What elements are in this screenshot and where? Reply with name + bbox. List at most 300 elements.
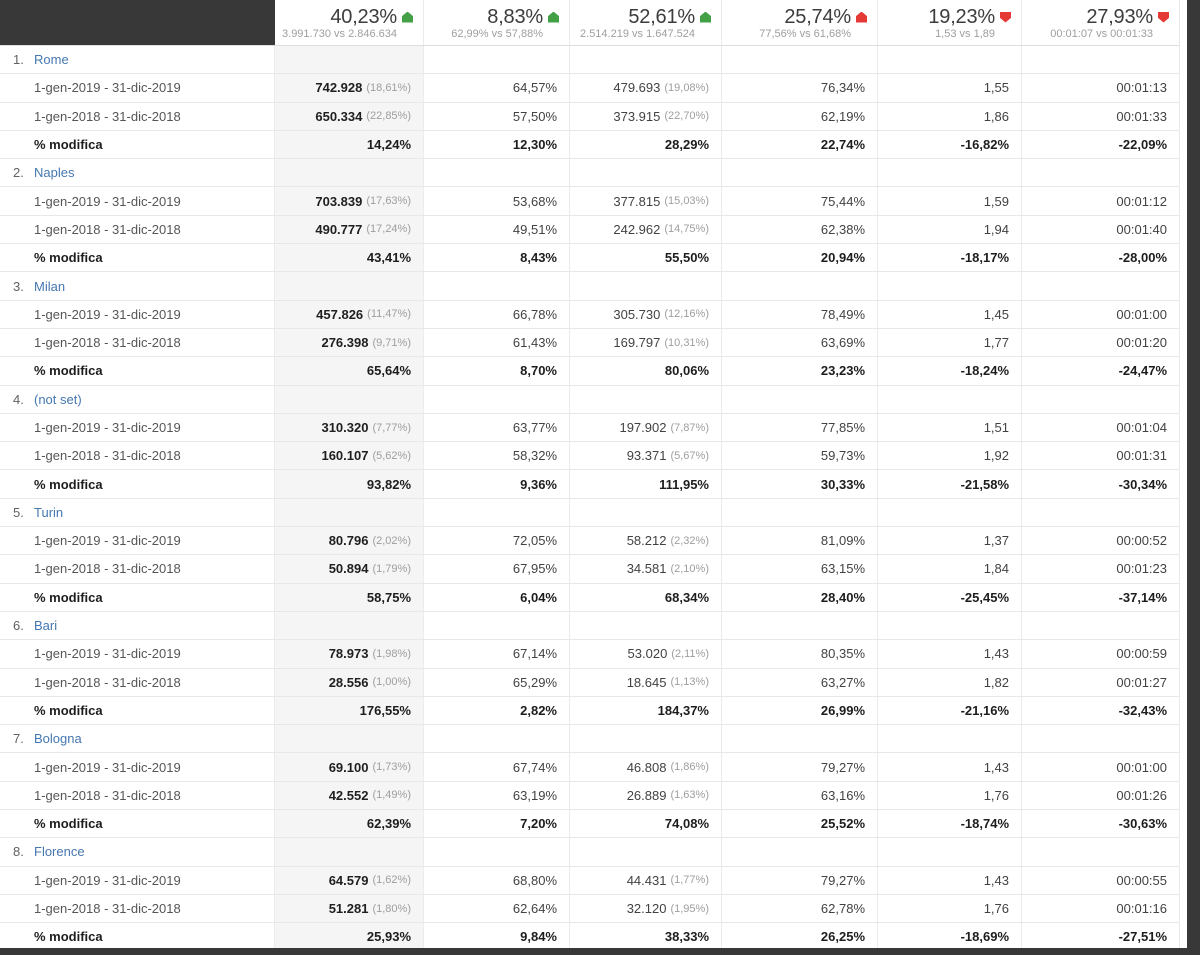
date-range-label: 1-gen-2018 - 31-dic-2018 [0, 216, 275, 243]
sessions-value: 703.839 [315, 193, 363, 209]
city-row [0, 386, 1180, 414]
city-link[interactable]: Bari [34, 618, 58, 634]
new-users-value: 58.212 [626, 533, 667, 549]
dimension-header-redacted-cell [0, 0, 275, 45]
summary-comparison: 3.991.730 vs 2.846.634 [282, 28, 397, 40]
pages-per-session-cell: 1,76 [878, 895, 1022, 922]
city-cell [0, 612, 275, 639]
summary-percent: 52,61% [628, 6, 695, 28]
previous-period-row [0, 103, 1180, 131]
sessions-value: 28.556 [328, 674, 369, 690]
sessions-value: 490.777 [315, 221, 363, 237]
empty-cell [1022, 46, 1180, 73]
city-row [0, 612, 1180, 640]
pages-per-session-change-cell: -18,69% [878, 923, 1022, 950]
summary-percent-line [722, 6, 867, 28]
pages-per-session-cell: 1,76 [878, 782, 1022, 809]
sessions-cell [275, 301, 424, 328]
city-group [0, 46, 1200, 159]
avg-duration-change-cell: -30,34% [1022, 470, 1180, 497]
current-period-row [0, 753, 1180, 781]
city-link[interactable]: Milan [34, 278, 66, 294]
avg-duration-cell: 00:01:40 [1022, 216, 1180, 243]
sessions-share: (1,00%) [372, 676, 411, 689]
new-users-value: 34.581 [626, 561, 667, 577]
summary-row [0, 0, 1180, 46]
previous-period-row [0, 216, 1180, 244]
bounce-rate-cell: 75,44% [722, 187, 878, 214]
right-edge-bar [1187, 0, 1200, 955]
new-users-share: (19,08%) [664, 81, 709, 94]
previous-period-row [0, 895, 1180, 923]
sessions-change-cell: 62,39% [275, 810, 424, 837]
city-group [0, 272, 1200, 385]
sessions-cell [275, 414, 424, 441]
sessions-share: (11,47%) [367, 308, 411, 321]
row-index: 1. [13, 52, 24, 68]
new-sessions-pct-change-cell: 12,30% [424, 131, 570, 158]
avg-duration-cell: 00:01:13 [1022, 74, 1180, 101]
sessions-cell [275, 187, 424, 214]
empty-cell [275, 46, 424, 73]
avg-duration-cell: 00:01:00 [1022, 753, 1180, 780]
new-users-cell [570, 442, 722, 469]
sessions-share: (7,77%) [372, 421, 411, 434]
new-sessions-pct-cell: 67,95% [424, 555, 570, 582]
sessions-cell [275, 867, 424, 894]
date-range-label: 1-gen-2018 - 31-dic-2018 [0, 329, 275, 356]
city-group [0, 725, 1200, 838]
sessions-cell [275, 669, 424, 696]
new-users-share: (2,11%) [671, 647, 709, 660]
pages-per-session-cell: 1,43 [878, 753, 1022, 780]
avg-duration-change-cell: -27,51% [1022, 923, 1180, 950]
new-users-change-cell: 74,08% [570, 810, 722, 837]
bounce-rate-cell: 59,73% [722, 442, 878, 469]
empty-cell [722, 499, 878, 526]
new-users-cell [570, 669, 722, 696]
sessions-change-cell: 14,24% [275, 131, 424, 158]
new-users-share: (2,10%) [670, 562, 709, 575]
sessions-cell [275, 555, 424, 582]
previous-period-row [0, 782, 1180, 810]
city-group [0, 499, 1200, 612]
new-sessions-pct-cell: 67,74% [424, 753, 570, 780]
sessions-cell [275, 753, 424, 780]
pages-per-session-cell: 1,45 [878, 301, 1022, 328]
row-index: 7. [13, 731, 24, 747]
new-users-change-cell: 55,50% [570, 244, 722, 271]
bounce-rate-change-cell: 28,40% [722, 584, 878, 611]
city-cell [0, 46, 275, 73]
empty-cell [424, 612, 570, 639]
trend-arrow-icon [548, 12, 559, 23]
empty-cell [1022, 272, 1180, 299]
city-link[interactable]: Naples [34, 165, 75, 181]
date-range-label: 1-gen-2019 - 31-dic-2019 [0, 301, 275, 328]
new-sessions-pct-cell: 63,77% [424, 414, 570, 441]
summary-metric-cell [275, 0, 424, 45]
pages-per-session-cell: 1,94 [878, 216, 1022, 243]
avg-duration-cell: 00:01:04 [1022, 414, 1180, 441]
sessions-share: (18,61%) [366, 81, 411, 94]
new-sessions-pct-change-cell: 6,04% [424, 584, 570, 611]
sessions-value: 78.973 [328, 646, 369, 662]
percent-change-row [0, 697, 1180, 725]
new-sessions-pct-change-cell: 9,84% [424, 923, 570, 950]
empty-cell [275, 386, 424, 413]
trend-arrow-icon [1158, 12, 1169, 23]
empty-cell [424, 725, 570, 752]
empty-cell [570, 612, 722, 639]
empty-cell [722, 838, 878, 865]
change-label: % modifica [0, 357, 275, 384]
new-users-cell [570, 103, 722, 130]
sessions-change-cell: 25,93% [275, 923, 424, 950]
city-cell [0, 386, 275, 413]
bounce-rate-change-cell: 20,94% [722, 244, 878, 271]
new-sessions-pct-cell: 61,43% [424, 329, 570, 356]
summary-comparison: 1,53 vs 1,89 [935, 28, 995, 40]
new-users-share: (14,75%) [664, 223, 709, 236]
sessions-share: (9,71%) [372, 336, 411, 349]
avg-duration-change-cell: -30,63% [1022, 810, 1180, 837]
avg-duration-cell: 00:01:33 [1022, 103, 1180, 130]
sessions-value: 42.552 [328, 787, 369, 803]
sessions-cell [275, 782, 424, 809]
date-range-label: 1-gen-2019 - 31-dic-2019 [0, 753, 275, 780]
bounce-rate-cell: 77,85% [722, 414, 878, 441]
sessions-value: 160.107 [321, 448, 369, 464]
bounce-rate-cell: 63,15% [722, 555, 878, 582]
row-index: 8. [13, 844, 24, 860]
current-period-row [0, 867, 1180, 895]
city-row [0, 159, 1180, 187]
bounce-rate-change-cell: 22,74% [722, 131, 878, 158]
trend-arrow-icon [402, 12, 413, 23]
trend-arrow-icon [856, 12, 867, 23]
previous-period-row [0, 669, 1180, 697]
bounce-rate-cell: 80,35% [722, 640, 878, 667]
summary-percent: 19,23% [928, 6, 995, 28]
new-users-share: (22,70%) [664, 110, 709, 123]
new-users-value: 197.902 [619, 420, 667, 435]
empty-cell [878, 159, 1022, 186]
pages-per-session-cell: 1,86 [878, 103, 1022, 130]
date-range-label: 1-gen-2019 - 31-dic-2019 [0, 527, 275, 554]
empty-cell [722, 612, 878, 639]
new-users-cell [570, 753, 722, 780]
empty-cell [275, 725, 424, 752]
bounce-rate-change-cell: 23,23% [722, 357, 878, 384]
empty-cell [275, 838, 424, 865]
bounce-rate-change-cell: 26,99% [722, 697, 878, 724]
bottom-edge-bar [0, 948, 1200, 955]
table-body [0, 46, 1200, 952]
new-users-share: (12,16%) [664, 308, 709, 321]
date-range-label: 1-gen-2019 - 31-dic-2019 [0, 640, 275, 667]
summary-percent-line [275, 6, 413, 28]
new-users-value: 479.693 [613, 80, 661, 96]
empty-cell [1022, 499, 1180, 526]
percent-change-row [0, 470, 1180, 498]
sessions-change-cell: 176,55% [275, 697, 424, 724]
current-period-row [0, 301, 1180, 329]
city-cell [0, 272, 275, 299]
new-users-cell [570, 329, 722, 356]
new-sessions-pct-cell: 49,51% [424, 216, 570, 243]
bounce-rate-cell: 78,49% [722, 301, 878, 328]
avg-duration-cell: 00:01:27 [1022, 669, 1180, 696]
empty-cell [570, 272, 722, 299]
avg-duration-cell: 00:00:59 [1022, 640, 1180, 667]
city-link[interactable]: (not set) [34, 391, 82, 407]
change-label: % modifica [0, 470, 275, 497]
empty-cell [1022, 386, 1180, 413]
sessions-change-cell: 58,75% [275, 584, 424, 611]
new-users-cell [570, 216, 722, 243]
empty-cell [722, 725, 878, 752]
empty-cell [424, 272, 570, 299]
bounce-rate-cell: 62,19% [722, 103, 878, 130]
summary-percent: 8,83% [487, 6, 543, 28]
date-range-label: 1-gen-2018 - 31-dic-2018 [0, 103, 275, 130]
current-period-row [0, 527, 1180, 555]
previous-period-row [0, 442, 1180, 470]
city-row [0, 499, 1180, 527]
new-users-change-cell: 80,06% [570, 357, 722, 384]
empty-cell [275, 159, 424, 186]
change-label: % modifica [0, 810, 275, 837]
empty-cell [878, 612, 1022, 639]
date-range-label: 1-gen-2019 - 31-dic-2019 [0, 187, 275, 214]
row-index: 4. [13, 391, 24, 407]
new-sessions-pct-cell: 64,57% [424, 74, 570, 101]
empty-cell [424, 838, 570, 865]
city-link[interactable]: Florence [34, 844, 85, 860]
city-row [0, 46, 1180, 74]
new-users-share: (1,63%) [670, 789, 709, 802]
current-period-row [0, 74, 1180, 102]
empty-cell [570, 725, 722, 752]
empty-cell [1022, 159, 1180, 186]
sessions-value: 457.826 [316, 306, 364, 322]
new-users-cell [570, 555, 722, 582]
bounce-rate-change-cell: 25,52% [722, 810, 878, 837]
trend-arrow-icon [700, 12, 711, 23]
pages-per-session-change-cell: -18,74% [878, 810, 1022, 837]
new-users-cell [570, 527, 722, 554]
sessions-cell [275, 640, 424, 667]
pages-per-session-cell: 1,37 [878, 527, 1022, 554]
new-users-share: (1,86%) [670, 761, 709, 774]
city-cell [0, 725, 275, 752]
bounce-rate-cell: 63,27% [722, 669, 878, 696]
sessions-share: (2,02%) [372, 534, 411, 547]
empty-cell [275, 612, 424, 639]
date-range-label: 1-gen-2018 - 31-dic-2018 [0, 555, 275, 582]
empty-cell [1022, 725, 1180, 752]
avg-duration-cell: 00:01:20 [1022, 329, 1180, 356]
empty-cell [878, 386, 1022, 413]
date-range-label: 1-gen-2019 - 31-dic-2019 [0, 414, 275, 441]
avg-duration-change-cell: -37,14% [1022, 584, 1180, 611]
sessions-value: 69.100 [328, 759, 369, 775]
sessions-value: 310.320 [321, 420, 369, 435]
empty-cell [570, 838, 722, 865]
city-link[interactable]: Turin [34, 504, 64, 520]
change-label: % modifica [0, 923, 275, 950]
new-users-cell [570, 640, 722, 667]
pages-per-session-change-cell: -21,16% [878, 697, 1022, 724]
city-cell [0, 838, 275, 865]
pages-per-session-cell: 1,43 [878, 640, 1022, 667]
percent-change-row [0, 131, 1180, 159]
date-range-label: 1-gen-2018 - 31-dic-2018 [0, 669, 275, 696]
empty-cell [570, 46, 722, 73]
current-period-row [0, 414, 1180, 442]
new-sessions-pct-change-cell: 8,70% [424, 357, 570, 384]
sessions-share: (17,63%) [366, 195, 411, 208]
date-range-label: 1-gen-2019 - 31-dic-2019 [0, 74, 275, 101]
summary-percent: 27,93% [1086, 6, 1153, 28]
summary-comparison: 00:01:07 vs 00:01:33 [1050, 28, 1153, 40]
new-sessions-pct-change-cell: 2,82% [424, 697, 570, 724]
bounce-rate-cell: 81,09% [722, 527, 878, 554]
new-users-cell [570, 74, 722, 101]
pages-per-session-cell: 1,43 [878, 867, 1022, 894]
city-row [0, 272, 1180, 300]
current-period-row [0, 640, 1180, 668]
bounce-rate-cell: 79,27% [722, 753, 878, 780]
new-sessions-pct-cell: 57,50% [424, 103, 570, 130]
empty-cell [570, 386, 722, 413]
pages-per-session-cell: 1,84 [878, 555, 1022, 582]
new-sessions-pct-cell: 63,19% [424, 782, 570, 809]
sessions-share: (1,98%) [372, 647, 411, 660]
empty-cell [570, 499, 722, 526]
summary-comparison: 77,56% vs 61,68% [759, 28, 851, 40]
bounce-rate-change-cell: 30,33% [722, 470, 878, 497]
pages-per-session-cell: 1,82 [878, 669, 1022, 696]
summary-comparison: 62,99% vs 57,88% [451, 28, 543, 40]
avg-duration-change-cell: -24,47% [1022, 357, 1180, 384]
city-link[interactable]: Rome [34, 52, 69, 68]
summary-percent-line [878, 6, 1011, 28]
new-users-cell [570, 301, 722, 328]
row-index: 5. [13, 504, 24, 520]
new-sessions-pct-cell: 68,80% [424, 867, 570, 894]
new-users-value: 18.645 [626, 674, 667, 690]
summary-comparison: 2.514.219 vs 1.647.524 [580, 28, 695, 40]
sessions-cell [275, 442, 424, 469]
avg-duration-change-cell: -22,09% [1022, 131, 1180, 158]
avg-duration-cell: 00:00:52 [1022, 527, 1180, 554]
date-range-label: 1-gen-2018 - 31-dic-2018 [0, 442, 275, 469]
empty-cell [722, 386, 878, 413]
avg-duration-change-cell: -32,43% [1022, 697, 1180, 724]
pages-per-session-change-cell: -16,82% [878, 131, 1022, 158]
new-sessions-pct-cell: 72,05% [424, 527, 570, 554]
new-users-value: 53.020 [627, 646, 668, 662]
row-index: 3. [13, 278, 24, 294]
sessions-value: 50.894 [328, 561, 369, 577]
empty-cell [878, 272, 1022, 299]
new-users-value: 46.808 [626, 759, 667, 775]
empty-cell [1022, 838, 1180, 865]
summary-percent-line [424, 6, 559, 28]
new-users-value: 242.962 [613, 221, 661, 237]
bounce-rate-cell: 76,34% [722, 74, 878, 101]
avg-duration-cell: 00:01:16 [1022, 895, 1180, 922]
row-index: 2. [13, 165, 24, 181]
avg-duration-cell: 00:01:23 [1022, 555, 1180, 582]
pages-per-session-change-cell: -25,45% [878, 584, 1022, 611]
new-sessions-pct-cell: 67,14% [424, 640, 570, 667]
summary-metric-cell [424, 0, 570, 45]
change-label: % modifica [0, 131, 275, 158]
empty-cell [722, 159, 878, 186]
new-users-share: (5,67%) [670, 449, 709, 462]
empty-cell [722, 46, 878, 73]
new-users-value: 373.915 [613, 108, 661, 124]
sessions-value: 80.796 [328, 533, 369, 549]
summary-percent-line [570, 6, 711, 28]
avg-duration-cell: 00:01:31 [1022, 442, 1180, 469]
sessions-value: 276.398 [321, 335, 369, 351]
pages-per-session-change-cell: -18,17% [878, 244, 1022, 271]
row-index: 6. [13, 618, 24, 634]
sessions-value: 742.928 [315, 80, 363, 96]
sessions-cell [275, 329, 424, 356]
sessions-cell [275, 103, 424, 130]
city-row [0, 725, 1180, 753]
new-users-change-cell: 28,29% [570, 131, 722, 158]
empty-cell [878, 46, 1022, 73]
percent-change-row [0, 810, 1180, 838]
bounce-rate-change-cell: 26,25% [722, 923, 878, 950]
sessions-share: (1,80%) [372, 902, 411, 915]
previous-period-row [0, 555, 1180, 583]
new-users-value: 32.120 [626, 901, 667, 917]
summary-metric-cell [878, 0, 1022, 45]
new-users-change-cell: 111,95% [570, 470, 722, 497]
pages-per-session-cell: 1,51 [878, 414, 1022, 441]
pages-per-session-change-cell: -21,58% [878, 470, 1022, 497]
empty-cell [275, 272, 424, 299]
sessions-share: (5,62%) [372, 449, 411, 462]
trend-arrow-icon [1000, 12, 1011, 23]
sessions-share: (22,85%) [366, 110, 411, 123]
change-label: % modifica [0, 584, 275, 611]
date-range-label: 1-gen-2018 - 31-dic-2018 [0, 895, 275, 922]
city-link[interactable]: Bologna [34, 731, 82, 747]
avg-duration-cell: 00:00:55 [1022, 867, 1180, 894]
pages-per-session-change-cell: -18,24% [878, 357, 1022, 384]
sessions-value: 650.334 [315, 108, 363, 124]
empty-cell [275, 499, 424, 526]
new-users-value: 93.371 [626, 448, 667, 464]
change-label: % modifica [0, 697, 275, 724]
new-users-value: 26.889 [626, 787, 667, 803]
new-users-cell [570, 895, 722, 922]
new-sessions-pct-cell: 66,78% [424, 301, 570, 328]
new-users-share: (15,03%) [664, 195, 709, 208]
date-range-label: 1-gen-2018 - 31-dic-2018 [0, 782, 275, 809]
sessions-cell [275, 74, 424, 101]
sessions-share: (1,49%) [372, 789, 411, 802]
new-sessions-pct-cell: 65,29% [424, 669, 570, 696]
